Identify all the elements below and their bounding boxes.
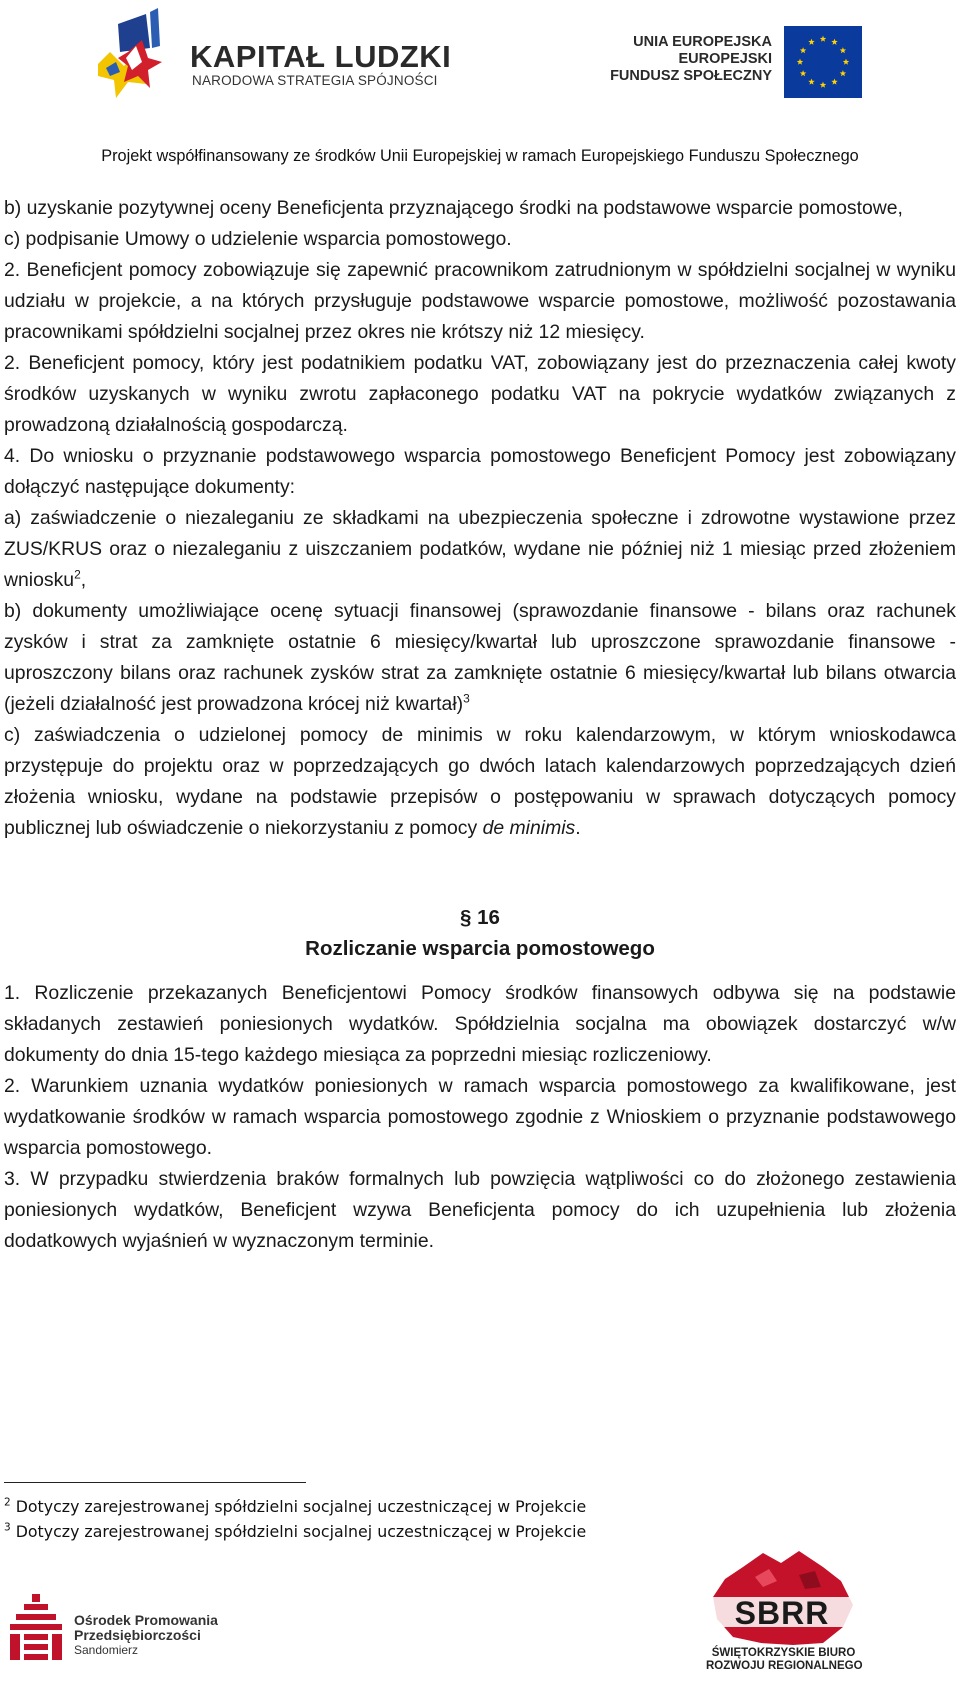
spacer [4, 964, 956, 978]
paragraph [4, 596, 956, 720]
eu-line-3: FUNDUSZ SPOŁECZNY [610, 68, 772, 84]
sbrr-mark: SBRR [734, 1595, 830, 1631]
footnote-text: Dotyczy zarejestrowanej spółdzielni socjalnej uczestniczącej w Projekcie [15, 1497, 587, 1516]
footnote-ref: 3 [463, 691, 470, 706]
footnote [4, 1519, 586, 1544]
footnote-ref: 2 [74, 567, 81, 582]
paragraph: 4. Do wniosku o przyznanie podstawowego wsparcia pomostowego Beneficjent Pomocy jest zobowiązany dołączyć następujące dokumenty: [4, 445, 956, 498]
paragraph: b) uzyskanie pozytywnej oceny Beneficjenta przyznającego środki na podstawowe wsparcie pomostowe, [4, 197, 903, 219]
opp-line-3: Sandomierz [74, 1643, 139, 1657]
paragraph-text: c) zaświadczenia o udzielonej pomocy de minimis w roku kalendarzowym, w którym wnioskodawca przystępuje do projektu oraz w poprzedzających go dwóch latach kalendarzowych poprzedzających dzień złożenia wniosku, wydane na podstawie przepisów o postępowaniu w sprawach dotyczących pomocy publicznej lub oświadczenie o niekorzystaniu z pomocy [4, 724, 956, 839]
sbrr-line-2: ROZWOJU REGIONALNEGO [706, 1660, 863, 1672]
paragraph [4, 503, 956, 596]
paragraph-tail: , [80, 569, 87, 591]
italic-term: de minimis [482, 817, 576, 839]
paragraph: 2. Beneficjent pomocy zobowiązuje się zapewnić pracownikom zatrudnionym w spółdzielni socjalnej w wyniku udziału w projekcie, a na których przysługuje podstawowe wsparcie pomostowe, możliwość pozostawania pracownikami spółdzielni socjalnej przez okres nie krótszy niż 12 miesięcy. [4, 259, 956, 343]
footnote-number: 3 [4, 1521, 11, 1534]
sbrr-logo [703, 1547, 861, 1647]
sbrr-logo-text [706, 1647, 861, 1673]
paragraph-text: a) zaświadczenie o niezaleganiu ze składkami na ubezpieczenia społeczne i zdrowotne wystawione przez ZUS/KRUS oraz o niezaleganiu z uiszczaniem podatków, wydane nie później niż 1 miesiąc przed złożeniem wniosku [4, 507, 956, 591]
footnote-number: 2 [4, 1496, 11, 1509]
sbrr-line-1: ŚWIĘTOKRZYSKIE BIURO [711, 1647, 856, 1659]
opp-logo-icon [6, 1592, 66, 1664]
kapital-ludzki-title: KAPITAŁ LUDZKI [190, 39, 452, 74]
opp-logo-text [74, 1613, 218, 1658]
kapital-ludzki-subtitle: NARODOWA STRATEGIA SPÓJNOŚCI [192, 73, 438, 88]
paragraph: 3. W przypadku stwierdzenia braków formalnych lub powzięcia wątpliwości co do złożonego zestawienia poniesionych wydatków, Beneficjent wzywa Beneficjenta pomocy do ich uzupełnienia lub złożenia dodatkowych wyjaśnień w wyznaczonym terminie. [4, 1168, 956, 1252]
opp-line-2: Przedsiębiorczości [74, 1627, 201, 1643]
funding-note: Projekt współfinansowany ze środków Unii Europejskiej w ramach Europejskiego Funduszu Społecznego [101, 147, 859, 165]
paragraph: c) podpisanie Umowy o udzielenie wsparcia pomostowego. [4, 228, 512, 250]
section-number: § 16 [460, 906, 500, 929]
eu-logo-text [560, 34, 772, 85]
paragraph: 2. Warunkiem uznania wydatków poniesionych w ramach wsparcia pomostowego za kwalifikowane, jest wydatkowanie środków w ramach wsparcia pomostowego zgodnie z Wnioskiem o przyznanie podstawowego wsparcia pomostowego. [4, 1075, 956, 1159]
eu-line-1: UNIA EUROPEJSKA [633, 34, 772, 50]
kapital-ludzki-logo [98, 6, 178, 114]
document-body [4, 193, 956, 1257]
footnotes [4, 1494, 586, 1544]
paragraph-tail: . [575, 817, 581, 839]
spacer [4, 844, 956, 902]
footnote-separator [4, 1482, 306, 1483]
footnote-text: Dotyczy zarejestrowanej spółdzielni socjalnej uczestniczącej w Projekcie [15, 1522, 587, 1541]
footnote [4, 1494, 586, 1519]
paragraph: 2. Beneficjent pomocy, który jest podatnikiem podatku VAT, zobowiązany jest do przeznaczenia całej kwoty środków uzyskanych w wyniku zwrotu zapłaconego podatku VAT na pokrycie wydatków związanych z prowadzoną działalnością gospodarczą. [4, 352, 956, 436]
paragraph-text: b) dokumenty umożliwiające ocenę sytuacji finansowej (sprawozdanie finansowe - bilans oraz rachunek zysków i strat za zamknięte ostatnie 6 miesięcy/kwartał lub uproszczone sprawozdanie finansowe - uproszczony bilans oraz rachunek zysków strat za zamknięte ostatnie 6 miesięcy/kwartał lub bilans otwarcia (jeżeli działalność jest prowadzona krócej niż kwartał) [4, 600, 956, 715]
eu-line-2: EUROPEJSKI [678, 51, 772, 67]
paragraph: 1. Rozliczenie przekazanych Beneficjentowi Pomocy środków finansowych odbywa się na podstawie składanych zestawień poniesionych wydatków. Spółdzielnia socjalna ma obowiązek dostarczyć w/w dokumenty do dnia 15-tego każdego miesiąca za poprzedni miesiąc rozliczeniowy. [4, 982, 956, 1066]
opp-line-1: Ośrodek Promowania [74, 1612, 218, 1628]
paragraph [4, 720, 956, 844]
eu-flag-icon [784, 26, 862, 98]
section-title: Rozliczanie wsparcia pomostowego [305, 937, 655, 960]
